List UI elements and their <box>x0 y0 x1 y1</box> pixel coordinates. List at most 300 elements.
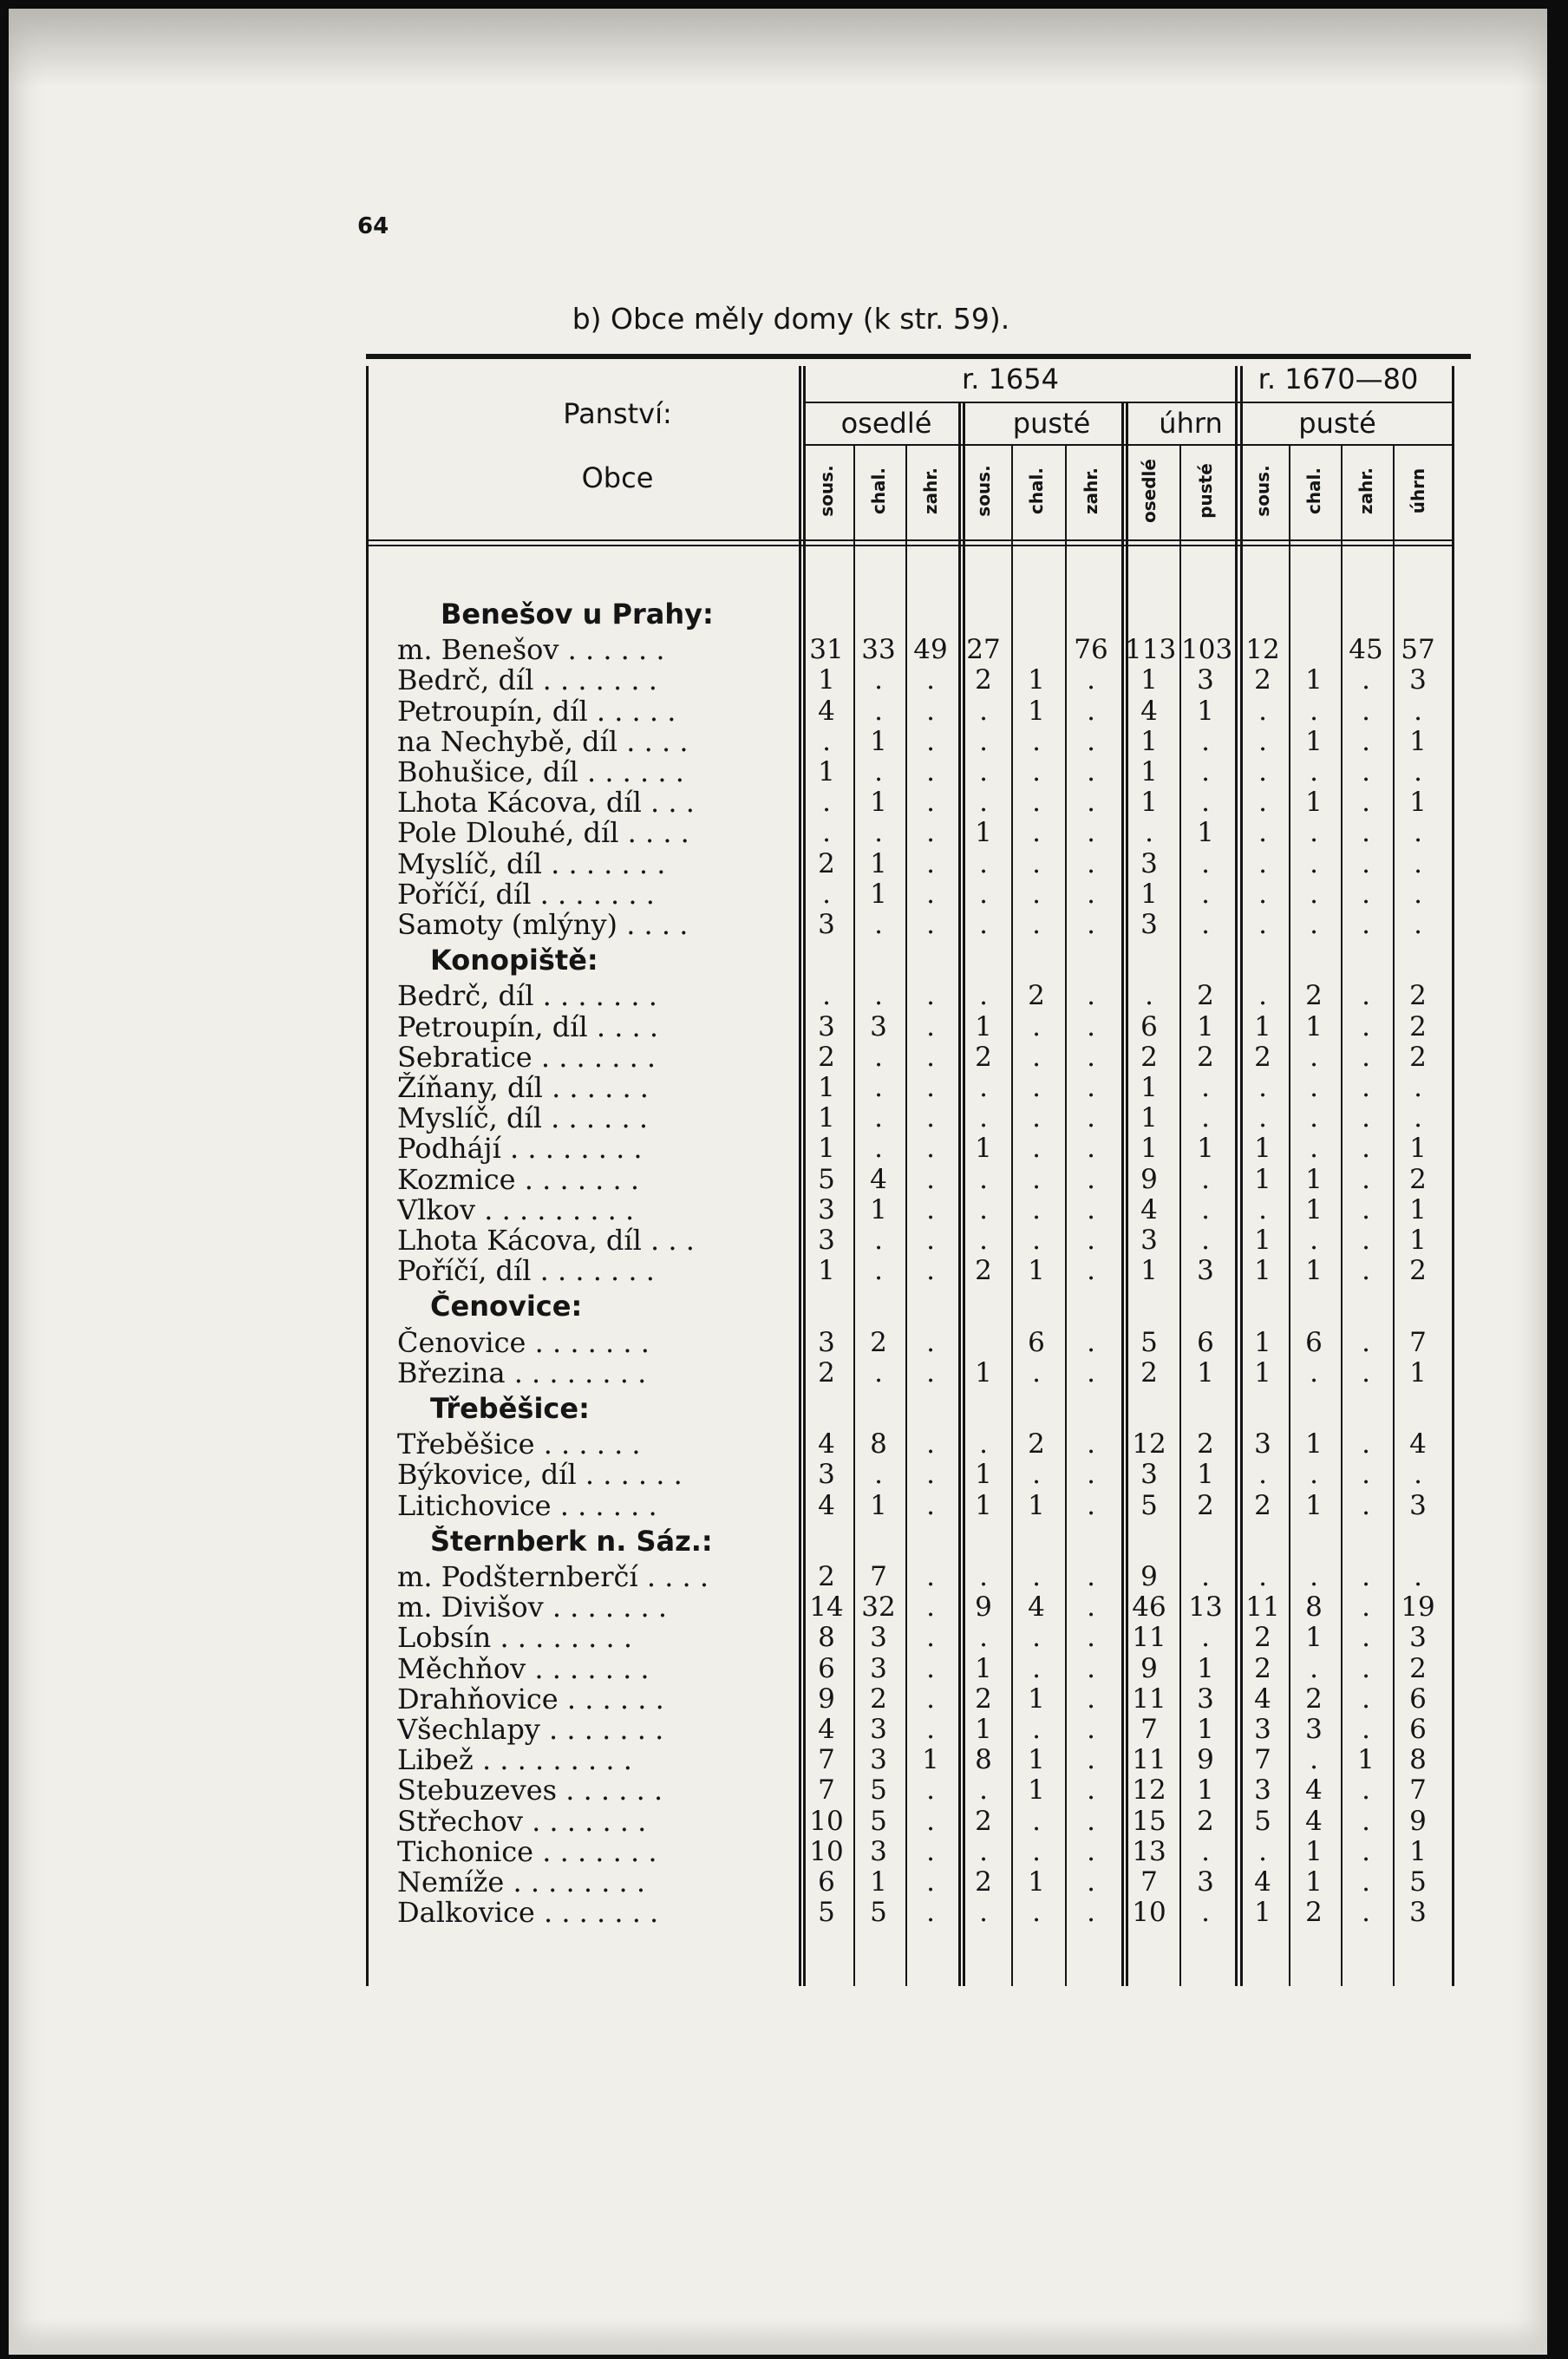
village-name: Stebuzeves . . . . . . <box>397 1774 663 1807</box>
subcolumn-header: osedlé <box>1139 459 1160 523</box>
table-cell: 1 <box>1254 1225 1271 1256</box>
table-cell: 1 <box>1254 1133 1271 1165</box>
table-cell: . <box>1201 847 1210 879</box>
table-cell: . <box>979 980 988 1012</box>
table-cell: 1 <box>1140 756 1158 787</box>
table-cell: 1 <box>1409 725 1427 757</box>
table-cell: . <box>874 1356 883 1389</box>
table-row <box>9 1164 1547 1195</box>
table-row <box>9 1133 1547 1164</box>
table-cell: 3 <box>870 1714 887 1745</box>
table-cell: 1 <box>870 878 887 910</box>
table-cell: 3 <box>870 1622 887 1654</box>
village-name: Bedrč, díl . . . . . . . <box>397 980 657 1012</box>
table-cell: . <box>1310 909 1318 940</box>
table-cell: 2 <box>1305 980 1323 1012</box>
table-cell: . <box>926 725 935 757</box>
subcolumn-header: chal. <box>868 467 889 515</box>
table-cell: 1 <box>1197 1774 1214 1807</box>
table-cell: 1 <box>1357 1744 1375 1776</box>
table-cell: 1 <box>818 664 835 696</box>
table-cell: 1 <box>1140 1255 1158 1287</box>
table-cell: . <box>1032 1072 1041 1103</box>
village-name: Třeběšice . . . . . . <box>397 1428 641 1460</box>
table-cell: 2 <box>1254 1622 1271 1654</box>
table-cell: 1 <box>1305 787 1323 819</box>
table-cell: . <box>1362 1356 1370 1389</box>
table-cell: 33 <box>861 634 896 666</box>
header-rule-2 <box>804 444 1454 446</box>
table-cell: . <box>1087 1774 1095 1807</box>
table-cell: 2 <box>1409 1163 1427 1195</box>
table-cell: 8 <box>1409 1744 1427 1776</box>
table-cell: . <box>1087 1193 1095 1225</box>
table-cell <box>1290 634 1338 665</box>
table-cell: . <box>1362 695 1370 727</box>
table-cell: 6 <box>1197 1326 1214 1358</box>
table-cell: . <box>1258 1561 1267 1592</box>
subcolumn-header: zahr. <box>1081 467 1101 514</box>
table-cell: 4 <box>818 695 835 727</box>
table-cell: . <box>979 1193 988 1225</box>
table-cell: 2 <box>870 1683 887 1715</box>
header-uhrn: úhrn <box>1159 407 1223 440</box>
village-name: Dalkovice . . . . . . . <box>397 1897 659 1929</box>
table-cell: 2 <box>1409 1255 1427 1287</box>
table-row <box>9 980 1547 1011</box>
table-cell: . <box>979 725 988 757</box>
table-cell: . <box>979 1561 988 1592</box>
table-cell: . <box>1362 725 1370 757</box>
table-cell: 2 <box>1409 1010 1427 1042</box>
header-year-1654: r. 1654 <box>962 363 1059 395</box>
table-cell: 1 <box>1197 1133 1214 1165</box>
table-cell: . <box>926 756 935 787</box>
table-cell: 1 <box>870 1193 887 1225</box>
header-obce: Obce <box>581 461 654 494</box>
village-name: Býkovice, díl . . . . . . <box>397 1459 683 1491</box>
table-cell: 1 <box>975 1489 992 1521</box>
table-cell: 3 <box>818 1225 835 1256</box>
table-cell: . <box>1087 1041 1095 1073</box>
table-cell: . <box>1362 1163 1370 1195</box>
table-cell: 76 <box>1074 634 1108 666</box>
table-row <box>9 1490 1547 1521</box>
table-cell: . <box>1087 1652 1095 1684</box>
table-cell: . <box>1362 1897 1370 1929</box>
table-cell: . <box>1032 1652 1041 1684</box>
table-cell: 2 <box>975 664 992 696</box>
table-cell: . <box>926 1428 935 1460</box>
table-cell: 27 <box>966 634 1001 666</box>
table-cell: . <box>1087 695 1095 727</box>
table-cell: . <box>1032 1356 1041 1389</box>
table-cell: 32 <box>861 1591 896 1624</box>
table-cell: 7 <box>1140 1714 1158 1745</box>
subcolumn-header: pusté <box>1195 463 1216 519</box>
table-cell: . <box>1087 1866 1095 1898</box>
table-cell: . <box>926 1591 935 1624</box>
table-cell: . <box>1201 1835 1210 1867</box>
table-cell: . <box>1414 1459 1422 1491</box>
table-cell: . <box>979 1428 988 1460</box>
table-cell: . <box>1310 695 1318 727</box>
table-cell: . <box>1032 1010 1041 1042</box>
table-cell: . <box>874 664 883 696</box>
table-cell: 6 <box>1409 1714 1427 1745</box>
table-cell: 9 <box>1140 1163 1158 1195</box>
table-cell: 1 <box>1254 1163 1271 1195</box>
table-cell: . <box>1087 1714 1095 1745</box>
table-cell: . <box>1087 1356 1095 1389</box>
table-cell: 2 <box>975 1866 992 1898</box>
table-row <box>9 1714 1547 1745</box>
table-cell: . <box>926 980 935 1012</box>
table-cell: 9 <box>818 1683 835 1715</box>
table-cell: 1 <box>870 725 887 757</box>
table-cell: . <box>1087 817 1095 849</box>
table-cell: . <box>1087 1010 1095 1042</box>
table-cell: . <box>1310 1041 1318 1073</box>
table-cell: 1 <box>975 1652 992 1684</box>
table-cell: . <box>1362 1102 1370 1134</box>
table-cell: . <box>1362 1193 1370 1225</box>
table-cell <box>1012 634 1061 665</box>
table-row <box>9 879 1547 910</box>
table-cell: 7 <box>818 1774 835 1807</box>
table-cell: 3 <box>870 1835 887 1867</box>
table-cell: . <box>979 1225 988 1256</box>
table-cell: 14 <box>809 1591 844 1624</box>
village-name: Pole Dlouhé, díl . . . . <box>397 817 689 849</box>
table-cell: 49 <box>913 634 948 666</box>
table-cell: . <box>874 695 883 727</box>
table-cell: . <box>1201 1622 1210 1654</box>
table-cell: 2 <box>818 1041 835 1073</box>
village-name: Čenovice . . . . . . . <box>397 1326 650 1358</box>
table-cell: 4 <box>1305 1805 1323 1837</box>
table-cell: . <box>1362 878 1370 910</box>
section-label: Čenovice: <box>430 1291 583 1323</box>
table-cell: 9 <box>1140 1561 1158 1592</box>
table-cell: . <box>1414 847 1422 879</box>
table-cell: 1 <box>1305 1428 1323 1460</box>
table-cell: 12 <box>1132 1774 1166 1807</box>
table-cell: 5 <box>818 1897 835 1929</box>
table-cell: . <box>1087 980 1095 1012</box>
village-name: Lobsín . . . . . . . . <box>397 1622 633 1654</box>
table-cell: 1 <box>870 1866 887 1898</box>
subcolumn-header: zahr. <box>920 467 941 514</box>
table-cell: 1 <box>1140 1102 1158 1134</box>
section-row <box>9 944 1547 976</box>
table-cell: 1 <box>1028 1866 1045 1898</box>
table-cell: 1 <box>1028 695 1045 727</box>
table-cell: . <box>979 847 988 879</box>
table-cell: 4 <box>818 1428 835 1460</box>
table-cell: 31 <box>809 634 844 666</box>
table-row <box>9 1428 1547 1460</box>
village-name: Myslíč, díl . . . . . . . <box>397 847 666 879</box>
table-cell: 1 <box>1409 1193 1427 1225</box>
table-cell: 2 <box>975 1255 992 1287</box>
table-cell: . <box>926 1459 935 1491</box>
table-cell: 1 <box>1254 1010 1271 1042</box>
table-cell: . <box>1087 1255 1095 1287</box>
village-name: Myslíč, díl . . . . . . <box>397 1102 649 1134</box>
table-cell: 1 <box>1305 1835 1323 1867</box>
table-row <box>9 1194 1547 1225</box>
table-cell: . <box>979 1163 988 1195</box>
table-cell: . <box>979 787 988 819</box>
table-cell: 5 <box>1140 1489 1158 1521</box>
table-row <box>9 787 1547 818</box>
table-cell: 1 <box>1197 1010 1214 1042</box>
table-cell: 3 <box>1197 1866 1214 1898</box>
table-cell: 1 <box>818 1072 835 1103</box>
table-cell: 3 <box>1197 1255 1214 1287</box>
table-cell: 2 <box>818 847 835 879</box>
table-cell: . <box>926 1225 935 1256</box>
table-cell: 5 <box>1254 1805 1271 1837</box>
table-cell: 1 <box>1197 1714 1214 1745</box>
table-cell: 13 <box>1132 1835 1166 1867</box>
table-row <box>9 909 1547 940</box>
table-cell: . <box>926 1774 935 1807</box>
table-cell: 10 <box>1132 1897 1166 1929</box>
table-cell: 2 <box>1409 1041 1427 1073</box>
table-row <box>9 756 1547 787</box>
table-cell: 2 <box>975 1041 992 1073</box>
table-cell: . <box>1032 1459 1041 1491</box>
table-cell: 13 <box>1188 1591 1223 1624</box>
table-cell: 2 <box>1028 980 1045 1012</box>
table-cell: 1 <box>1140 787 1158 819</box>
table-cell: . <box>1362 1255 1370 1287</box>
table-cell: 2 <box>870 1326 887 1358</box>
table-cell: 1 <box>870 847 887 879</box>
table-cell: . <box>926 1714 935 1745</box>
table-cell: 8 <box>818 1622 835 1654</box>
section-label: Šternberk n. Sáz.: <box>430 1525 713 1557</box>
table-cell: . <box>874 1255 883 1287</box>
table-cell: 1 <box>1197 1356 1214 1389</box>
table-cell: 7 <box>1409 1774 1427 1807</box>
table-cell: . <box>1258 1193 1267 1225</box>
table-cell: . <box>1087 1744 1095 1776</box>
village-name: na Nechybě, díl . . . . <box>397 725 689 757</box>
table-cell: 3 <box>818 909 835 940</box>
table-cell: 3 <box>1409 1897 1427 1929</box>
table-cell: . <box>1087 1835 1095 1867</box>
table-cell: 3 <box>1305 1714 1323 1745</box>
table-cell: 1 <box>975 1010 992 1042</box>
table-cell: 1 <box>1409 1356 1427 1389</box>
table-row <box>9 1561 1547 1592</box>
table-cell: 6 <box>1140 1010 1158 1042</box>
table-cell: 2 <box>1197 1041 1214 1073</box>
table-cell: 1 <box>975 1714 992 1745</box>
table-cell: . <box>1414 695 1422 727</box>
table-cell: 3 <box>1409 664 1427 696</box>
table-cell: . <box>874 1459 883 1491</box>
table-cell: . <box>1087 1102 1095 1134</box>
table-cell: . <box>926 1163 935 1195</box>
table-cell: . <box>1310 1744 1318 1776</box>
table-row <box>9 1866 1547 1898</box>
table-cell: . <box>1362 1225 1370 1256</box>
table-cell: . <box>926 847 935 879</box>
table-cell: . <box>1362 1010 1370 1042</box>
table-cell: . <box>1145 817 1153 849</box>
table-row <box>9 1897 1547 1928</box>
table-cell: . <box>1362 817 1370 849</box>
village-name: Samoty (mlýny) . . . . <box>397 909 689 940</box>
table-cell: . <box>1032 1163 1041 1195</box>
table-cell: 1 <box>1197 695 1214 727</box>
table-cell: . <box>1310 1561 1318 1592</box>
table-row <box>9 634 1547 665</box>
table-cell: 3 <box>818 1193 835 1225</box>
table-cell: 1 <box>870 787 887 819</box>
table-cell: . <box>1310 1225 1318 1256</box>
table-cell: . <box>926 664 935 696</box>
table-cell: . <box>1258 725 1267 757</box>
table-cell: 1 <box>1409 1225 1427 1256</box>
table-cell: 5 <box>818 1163 835 1195</box>
table-cell: . <box>926 878 935 910</box>
table-cell: 3 <box>1140 909 1158 940</box>
section-row <box>9 1526 1547 1557</box>
table-cell: 6 <box>1028 1326 1045 1358</box>
subcolumn-header: chal. <box>1026 467 1047 515</box>
table-row <box>9 696 1547 727</box>
table-cell: 1 <box>1140 664 1158 696</box>
table-cell: 2 <box>1197 980 1214 1012</box>
table-cell: . <box>1258 909 1267 940</box>
table-row <box>9 1225 1547 1256</box>
table-cell: 1 <box>1028 664 1045 696</box>
table-cell: 4 <box>818 1489 835 1521</box>
header-panstvi: Panství: <box>563 397 672 430</box>
table-cell: . <box>1362 1459 1370 1491</box>
village-name: Všechlapy . . . . . . . <box>397 1714 664 1745</box>
village-name: Tichonice . . . . . . . <box>397 1835 657 1867</box>
table-cell: . <box>926 1683 935 1715</box>
table-cell: 1 <box>1254 1897 1271 1929</box>
village-name: Petroupín, díl . . . . <box>397 1010 659 1042</box>
table-cell: 3 <box>818 1459 835 1491</box>
table-cell: 1 <box>1305 725 1323 757</box>
table-cell: 1 <box>1305 1010 1323 1042</box>
table-cell: . <box>1087 1805 1095 1837</box>
table-cell: 1 <box>922 1744 939 1776</box>
table-cell: 3 <box>870 1010 887 1042</box>
table-cell: 2 <box>818 1356 835 1389</box>
table-cell: . <box>1032 1561 1041 1592</box>
village-name: Lhota Kácova, díl . . . <box>397 1225 695 1256</box>
table-cell: 1 <box>1254 1356 1271 1389</box>
table-row <box>9 664 1547 696</box>
table-cell: 2 <box>1409 980 1427 1012</box>
table-cell: . <box>822 980 831 1012</box>
table-row <box>9 1072 1547 1103</box>
table-cell: 2 <box>975 1805 992 1837</box>
table-cell: 8 <box>1305 1591 1323 1624</box>
table-cell: 8 <box>975 1744 992 1776</box>
table-row <box>9 1011 1547 1042</box>
table-cell: . <box>1032 1897 1041 1929</box>
header-rule-1 <box>804 402 1454 403</box>
table-cell: . <box>1258 787 1267 819</box>
table-cell: . <box>926 1072 935 1103</box>
table-cell: 3 <box>818 1010 835 1042</box>
table-cell: . <box>1087 725 1095 757</box>
table-cell: . <box>1258 817 1267 849</box>
table-cell: 19 <box>1401 1591 1435 1624</box>
table-cell: 2 <box>975 1683 992 1715</box>
table-cell: . <box>1032 1041 1041 1073</box>
table-cell: . <box>1032 1805 1041 1837</box>
village-name: Střechov . . . . . . . <box>397 1805 647 1837</box>
table-cell: . <box>1087 1683 1095 1715</box>
table-title: b) Obce měly domy (k str. 59). <box>572 302 1010 336</box>
table-cell: 9 <box>1197 1744 1214 1776</box>
section-label: Benešov u Prahy: <box>441 598 714 630</box>
table-cell: . <box>926 1652 935 1684</box>
table-row <box>9 726 1547 757</box>
table-cell: . <box>1201 787 1210 819</box>
page-number: 64 <box>357 213 389 239</box>
table-cell: 57 <box>1401 634 1435 666</box>
table-cell: . <box>1032 756 1041 787</box>
table-cell: . <box>1032 1133 1041 1165</box>
table-cell: . <box>1087 878 1095 910</box>
table-cell: . <box>1087 1225 1095 1256</box>
table-cell: 15 <box>1132 1805 1166 1837</box>
table-cell: 113 <box>1125 634 1177 666</box>
table-cell: 1 <box>818 1255 835 1287</box>
table-cell: 1 <box>1409 787 1427 819</box>
table-cell: . <box>1201 1561 1210 1592</box>
table-cell: 1 <box>818 756 835 787</box>
page <box>9 9 1547 2355</box>
table-cell: 6 <box>1409 1683 1427 1715</box>
table-cell: 2 <box>1197 1805 1214 1837</box>
table-cell: . <box>1362 1326 1370 1358</box>
table-cell: . <box>1032 1835 1041 1867</box>
header-year-1670: r. 1670—80 <box>1258 363 1419 395</box>
table-cell: . <box>1362 1866 1370 1898</box>
table-cell: . <box>1310 1356 1318 1389</box>
table-cell: . <box>1362 1072 1370 1103</box>
village-name: Drahňovice . . . . . . <box>397 1683 664 1715</box>
table-cell: . <box>874 817 883 849</box>
table-cell: . <box>926 1835 935 1867</box>
table-cell: 10 <box>809 1835 844 1867</box>
table-cell: . <box>926 1326 935 1358</box>
table-cell: 2 <box>1197 1489 1214 1521</box>
table-cell: . <box>1310 1652 1318 1684</box>
top-rule <box>366 354 1471 359</box>
table-cell: 11 <box>1132 1622 1166 1654</box>
table-cell: 5 <box>870 1897 887 1929</box>
table-cell: 2 <box>1140 1356 1158 1389</box>
village-name: Podhájí . . . . . . . . <box>397 1133 643 1165</box>
table-cell: 1 <box>1409 1133 1427 1165</box>
table-row <box>9 1591 1547 1623</box>
table-cell: 3 <box>870 1744 887 1776</box>
